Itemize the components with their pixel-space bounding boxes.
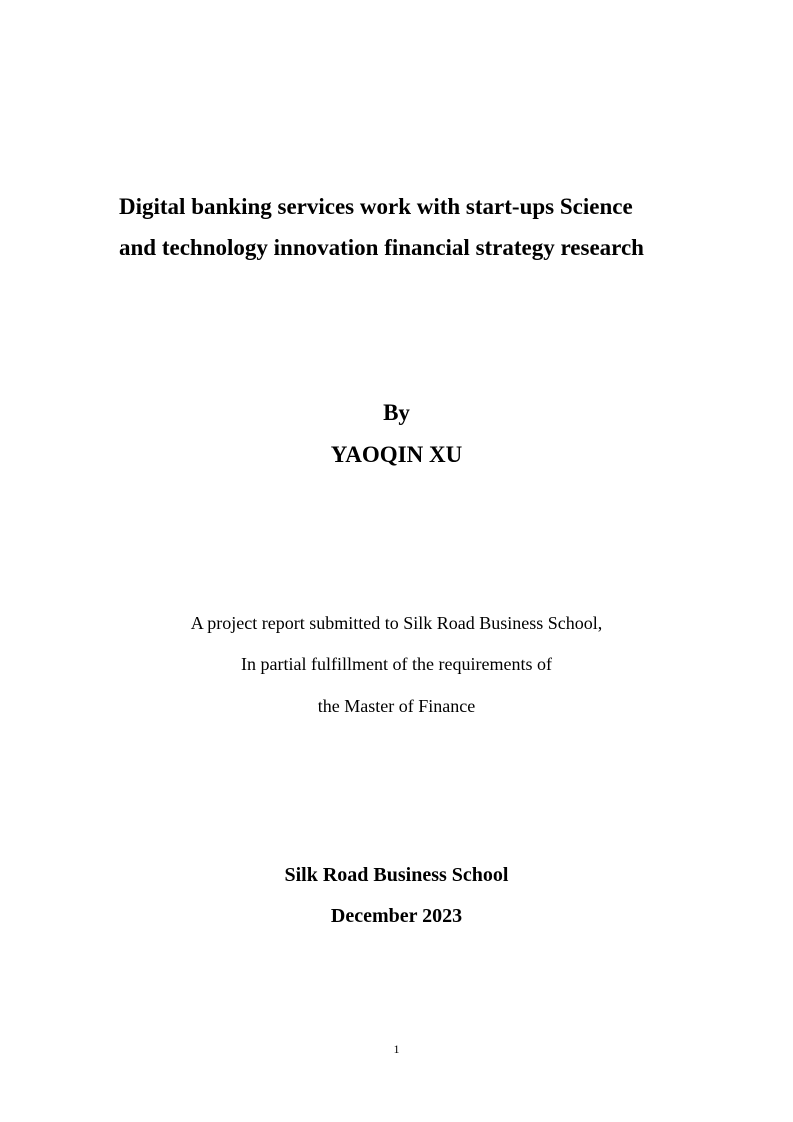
title-line-2: and technology innovation financial strategy research <box>119 235 644 260</box>
submission-line-2: In partial fulfillment of the requirements of <box>241 654 552 674</box>
title-line-1: Digital banking services work with start-ups Science <box>119 194 633 219</box>
author-name: YAOQIN XU <box>330 442 463 467</box>
submission-date: December 2023 <box>330 905 463 927</box>
institution-name: Silk Road Business School <box>284 864 509 886</box>
by-label: By <box>383 400 410 425</box>
submission-line-3: the Master of Finance <box>317 696 476 716</box>
page-number: 1 <box>393 1042 400 1056</box>
report-title <box>119 186 719 268</box>
submission-line-1: A project report submitted to Silk Road Business School, <box>190 613 603 633</box>
